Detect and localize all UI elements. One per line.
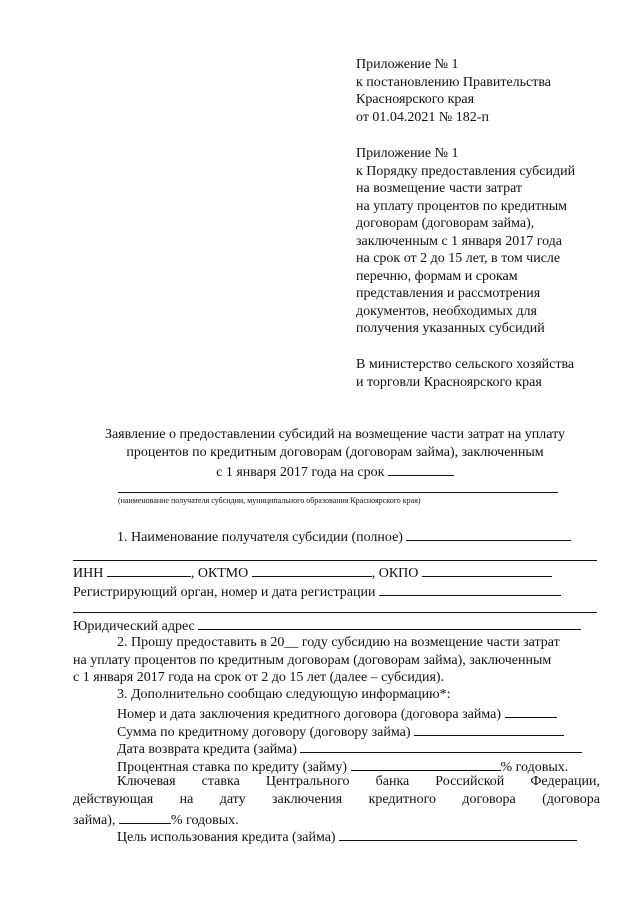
legal-address-label: Юридический адрес [73, 619, 195, 634]
addressee [356, 356, 574, 391]
section-2-line: 2. Прошу предоставить в 20__ году субсидию на возмещение части затрат [117, 635, 560, 650]
registration-label: Регистрирующий орган, номер и дата регистрации [73, 585, 376, 600]
appendix-header-2 [356, 145, 575, 338]
document-title [70, 426, 600, 482]
title-line: процентов по кредитным договорам (договорам займа), заключенным [126, 445, 544, 460]
loan-purpose-label: Цель использования кредита (займа) [117, 830, 336, 845]
section-3-label: 3. Дополнительно сообщаю следующую информацию*: [117, 687, 451, 702]
title-line [70, 462, 600, 482]
key-rate-line-2 [73, 792, 600, 808]
appendix-line: Приложение № 1 [356, 146, 459, 161]
appendix-line: получения указанных субсидий [356, 321, 545, 336]
loan-amount-field[interactable] [414, 722, 564, 736]
recipient-full-name-continuation[interactable] [73, 560, 597, 561]
key-rate-line-1 [117, 774, 600, 790]
title-line-text: с 1 января 2017 года на срок [216, 465, 385, 480]
key-rate-unit: % годовых. [170, 813, 239, 828]
loan-number-label: Номер и дата заключения кредитного договора (договора займа) [117, 707, 502, 722]
section-2 [73, 634, 600, 687]
key-rate-field[interactable] [119, 810, 171, 824]
appendix-line: перечню, формам и срокам [356, 268, 518, 284]
appendix-line: к Порядку предоставления субсидий [356, 163, 576, 179]
appendix-line: Красноярского края [356, 92, 475, 107]
loan-number-field[interactable] [505, 704, 557, 718]
recipient-name-caption: (наименование получателя субсидии, муниципального образования Красноярского края) [118, 496, 421, 505]
title-line: Заявление о предоставлении субсидий на возмещение части затрат на уплату [104, 427, 566, 442]
addressee-line: В министерство сельского хозяйства [356, 357, 575, 372]
oktmo-label: , ОКТМО [190, 566, 249, 581]
appendix-line: к постановлению Правительства [356, 74, 552, 90]
appendix-line: документов, необходимых для [356, 303, 537, 319]
appendix-line: от 01.04.2021 № 182-п [356, 109, 489, 125]
addressee-line: и торговли Красноярского края [356, 374, 542, 390]
recipient-full-name-field[interactable] [406, 527, 571, 541]
registration-continuation[interactable] [73, 612, 597, 613]
section-2-line: на уплату процентов по кредитным договорам (договорам займа), заключенным [73, 652, 552, 668]
repayment-date-field[interactable] [300, 739, 582, 753]
registration-row [73, 582, 561, 601]
appendix-line: на срок от 2 до 15 лет, в том числе [356, 251, 561, 266]
repayment-date-label: Дата возврата кредита (займа) [117, 742, 297, 757]
appendix-line: заключенным с 1 января 2017 года [356, 233, 563, 249]
loan-number-row [117, 704, 557, 723]
section-1-text: 1. Наименование получателя субсидии (полное) [117, 530, 403, 545]
codes-row [73, 563, 552, 582]
repayment-date-row [117, 739, 582, 758]
interest-rate-unit: % годовых. [500, 760, 569, 775]
key-rate-text-1: Ключевая ставка Центрального банка Российской Федерации, [117, 774, 600, 789]
loan-purpose-field[interactable] [339, 827, 577, 841]
term-blank-field[interactable] [388, 462, 454, 476]
legal-address-row [73, 616, 581, 635]
appendix-header-1 [356, 56, 551, 126]
section-2-line: с 1 января 2017 года на срок от 2 до 15 лет (далее – субсидия). [73, 670, 445, 685]
okpo-field[interactable] [422, 563, 552, 577]
registration-field[interactable] [379, 582, 561, 596]
appendix-line: на возмещение части затрат [356, 181, 523, 196]
appendix-line: договорам (договорам займа), [356, 216, 535, 231]
legal-address-field[interactable] [198, 616, 581, 630]
interest-rate-label: Процентная ставка по кредиту (займу) [117, 760, 347, 775]
loan-purpose-row [117, 827, 577, 846]
key-rate-text-2: действующая на дату заключения кредитного договора (договора [73, 792, 600, 807]
key-rate-text-3a: займа), [73, 813, 116, 828]
appendix-line: Приложение № 1 [356, 57, 459, 72]
inn-field[interactable] [107, 563, 191, 577]
oktmo-field[interactable] [252, 563, 372, 577]
appendix-line: на уплату процентов по кредитным [356, 198, 568, 214]
appendix-line: представления и рассмотрения [356, 286, 541, 301]
okpo-label: , ОКПО [371, 566, 419, 581]
recipient-name-line[interactable] [118, 492, 558, 493]
inn-label: ИНН [73, 566, 104, 581]
loan-amount-label: Сумма по кредитному договору (договору займа) [117, 725, 411, 740]
section-1-label [117, 527, 571, 546]
interest-rate-field[interactable] [351, 757, 501, 771]
